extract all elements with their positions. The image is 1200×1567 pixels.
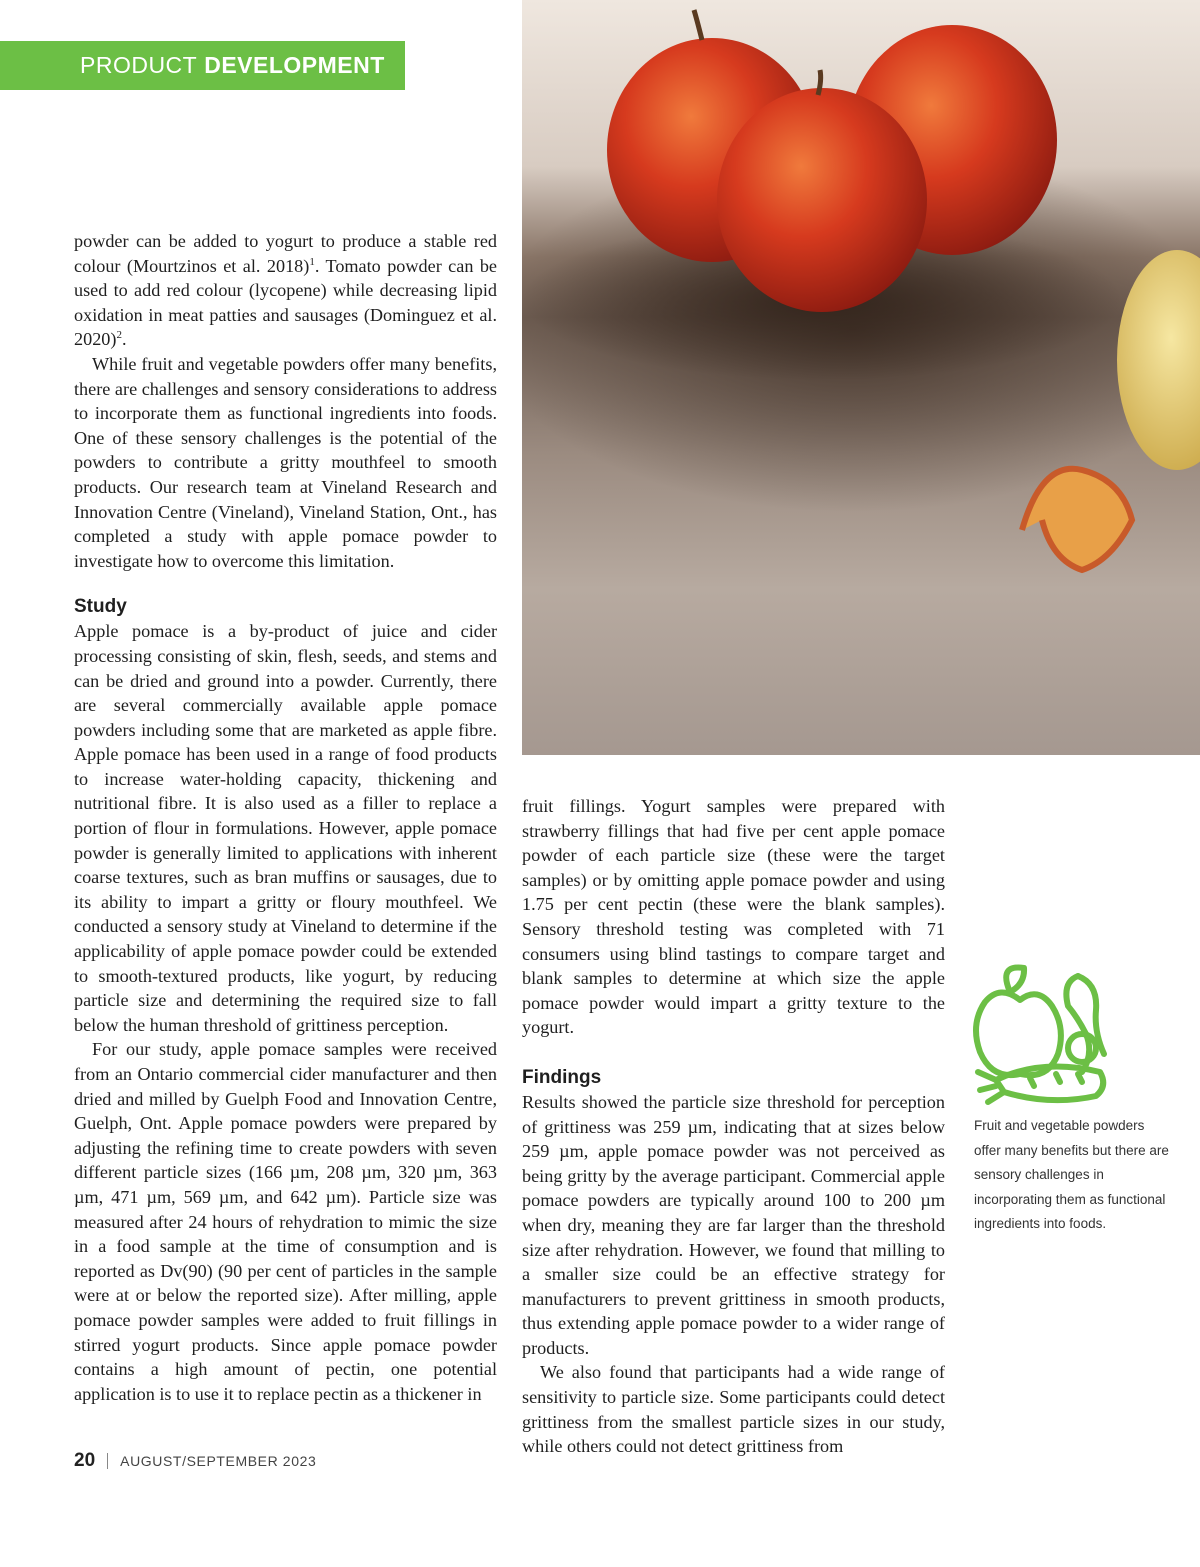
apple-peel [1022,469,1132,570]
text-column-right [522,794,945,1459]
paragraph: fruit fillings. Yogurt samples were prepared with strawberry fillings that had five per cent apple pomace powder of each particle size (these were the target samples) or by omitting apple pomace powder and using 1.75 per cent pectin (these were the blank samples). Sensory threshold testing was completed with 71 consumers using blind tastings to compare target and blank samples to determine at which size the apple pomace powder would impart a gritty texture to the yogurt. [522,796,945,1038]
text-column-left [74,229,497,1406]
peeled-apple [1117,250,1200,470]
study-heading: Study [74,596,127,618]
paragraph: For our study, apple pomace samples were received from an Ontario commercial cider manufacturer and then dried and milled by Guelph Food and Innovation Centre, Guelph, Ont. Apple pomace powders were prepared by adjusting the refining time to create powders with seven different particle sizes (166 µm, 208 µm, 320 µm, 363 µm, 471 µm, 569 µm, and 642 µm). Particle size was measured after 24 hours of rehydration to mimic the size in a food sample at the time of consumption and is reported as Dv(90) (90 per cent of particles in the sample were at or below the reported size). After milling, apple pomace powder samples were added to fruit fillings in stirred yogurt products. Since apple pomace powder contains a high amount of pectin, one potential application is to use it to replace pectin as a thickener in [74,1039,497,1404]
red-apple-front [717,88,927,312]
apples-photo [522,0,1200,755]
issue-date: AUGUST/SEPTEMBER 2023 [120,1453,317,1469]
sidebar-caption: Fruit and vegetable powders offer many benefits but there are sensory challenges in incorporating them as functional ingredients into foods. [974,1118,1169,1232]
paragraph: While fruit and vegetable powders offer many benefits, there are challenges and sensory considerations to address to incorporate them as functional ingredients into foods. One of these sensory challenges is the potential of the powders to contribute a gritty mouthfeel to smooth products. Our research team at Vineland Research and Innovation Centre (Vineland), Vineland Station, Ont., has completed a study with apple pomace powder to investigate how to overcome this limitation. [74,353,497,571]
paragraph: We also found that participants had a wide range of sensitivity to particle size. Some participants could detect grittiness from the smallest particle sizes in our study, while others could not detect grittiness from [522,1362,945,1457]
section-label-light: PRODUCT [80,52,198,78]
paragraph: Results showed the particle size threshold for perception of grittiness was 259 µm, indicating that at sizes below 259 µm, apple pomace powder was not perceived as being gritty by the average participant. Commercial apple pomace powders are typically around 100 to 200 µm when dry, meaning they are far larger than the threshold size after rehydration. However, we found that milling to a smaller size could be an effective strategy for manufacturers to prevent grittiness in smooth products, thus extending apple pomace powder to a wider range of products. [522,1091,945,1358]
findings-heading: Findings [522,1066,602,1088]
page-number: 20 [74,1450,96,1471]
apples-illustration [522,0,1200,755]
footer-divider [107,1453,108,1469]
section-label-bold: DEVELOPMENT [204,52,385,78]
paragraph: Apple pomace is a by-product of juice and cider processing consisting of skin, flesh, seeds, and stems and can be dried and ground into a powder. Currently, there are several commercially available apple pomace powders including some that are marketed as apple fibre. Apple pomace has been used in a range of food products to increase water-holding capacity, thickening and nutritional fibre. It is also used as a filler to replace a portion of flour in formulations. However, apple pomace powder is generally limited to applications with inherent coarse textures, such as bran muffins or sausages, due to its ability to impart a gritty or floury mouthfeel. We conducted a sensory study at Vineland to determine if the applicability of apple pomace powder could be extended to smooth-textured products, like yogurt, by reducing particle size and determining the required size to fall below the human threshold of grittiness perception. [74,621,497,1035]
paragraph: powder can be added to yogurt to produce a stable red colour (Mourtzinos et al. 2018)$^1$. Tomato powder can be used to add red colour (lycopene) while decreasing lipid oxidation in meat patties and sausages (Dominguez et al. 2020)$^2$. [74,231,498,350]
page-footer [74,1450,316,1472]
fruit-vegetable-icon [970,962,1120,1110]
section-tab [0,41,405,90]
